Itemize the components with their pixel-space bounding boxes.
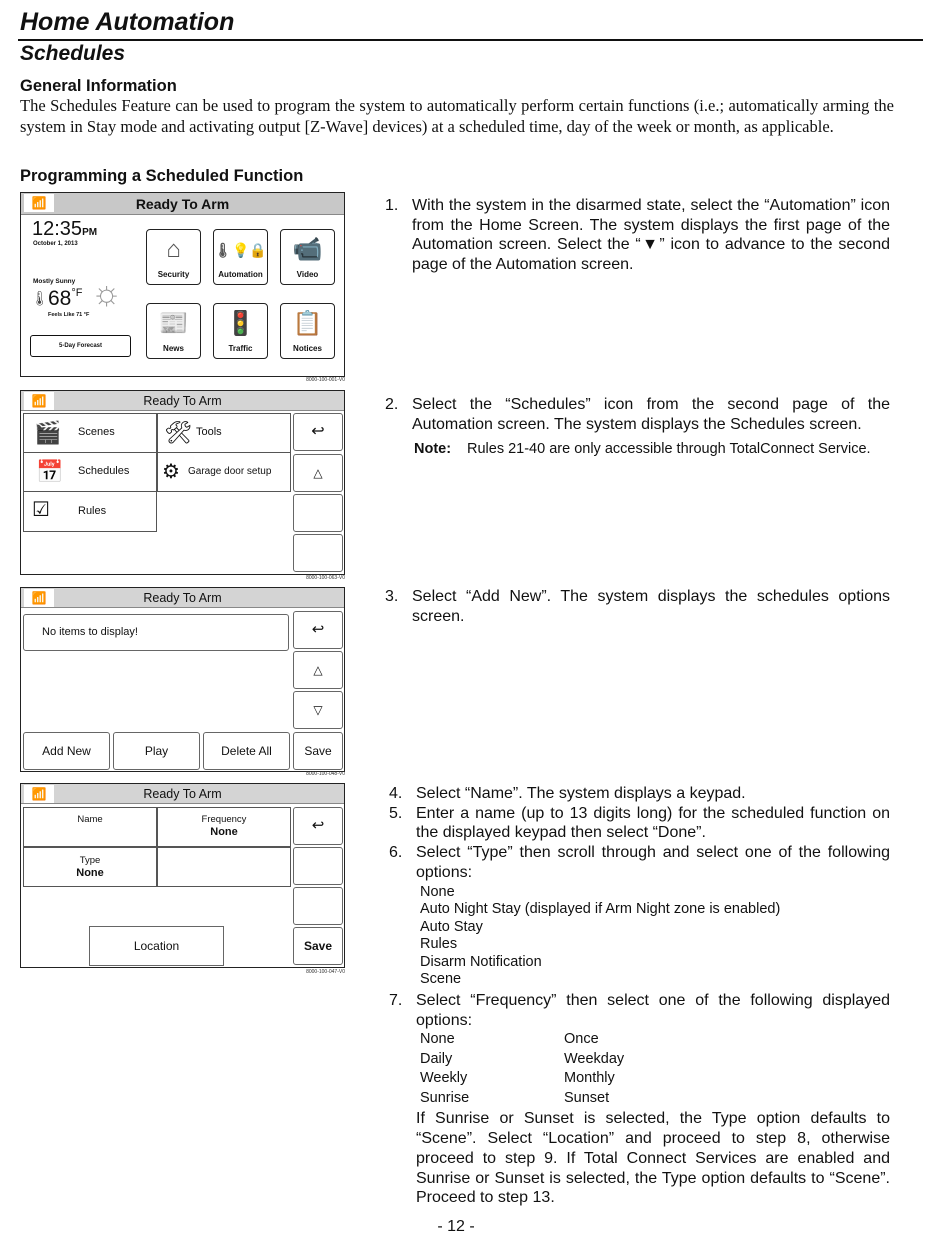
- type-option: Disarm Notification: [420, 953, 542, 970]
- tile-label: Security: [157, 270, 190, 279]
- general-heading: General Information: [20, 77, 177, 95]
- step-3: [385, 587, 890, 626]
- schedule-options-screen-figure: [20, 783, 345, 968]
- step-1: [385, 196, 890, 275]
- camera-icon: 📹: [292, 236, 323, 263]
- wifi-icon: 📶: [24, 589, 54, 607]
- type-option: Auto Stay: [420, 918, 483, 935]
- schedule-list[interactable]: No items to display!: [23, 614, 289, 651]
- calendar-icon: 📅: [36, 459, 64, 484]
- tile-news[interactable]: [146, 303, 201, 359]
- programming-heading: Programming a Scheduled Function: [20, 167, 304, 185]
- frequency-field[interactable]: [157, 807, 291, 847]
- empty-cell: [157, 847, 291, 887]
- wifi-icon: 📶: [24, 392, 54, 410]
- general-text: The Schedules Feature can be used to program the system to automatically perform certain functions (i.e.; automatically arming the system in Stay mode and activating output [Z-Wave] devices) at a scheduled time, day of the week or month, as applicable.: [20, 96, 894, 136]
- add-new-button[interactable]: Add New: [23, 732, 110, 770]
- title-rule: [18, 39, 923, 41]
- temp-value: 68: [48, 287, 72, 310]
- back-button[interactable]: ↩: [293, 807, 343, 845]
- step-text: With the system in the disarmed state, select the “Automation” icon from the Home Screen. The system displays the first page of the Automation screen. Select the “▼” icon to advance to the second page of the Automation screen.: [412, 197, 890, 274]
- newspaper-icon: 📰: [158, 310, 189, 337]
- name-label: Name: [77, 814, 103, 825]
- step-7-note: If Sunrise or Sunset is selected, the Type option defaults to “Scene”. Select “Location” and proceed to step 8, otherwise proceed to step 9. If Total Connect Services are enabled and Sunrise or Sunset is selected, the Type option defaults to “Scene”. Proceed to step 13.: [416, 1110, 890, 1207]
- note-label: Note:: [414, 441, 452, 457]
- step-text: Select the “Schedules” icon from the second page of the Automation screen. The system displays the Schedules screen.: [412, 396, 890, 433]
- traffic-light-icon: 🚦: [225, 310, 256, 337]
- frequency-option: Daily: [420, 1050, 453, 1067]
- tile-label: Notices: [293, 344, 322, 353]
- step-number: 6.: [389, 844, 403, 862]
- status-text: Ready To Arm: [143, 787, 222, 801]
- step-text: Select “Name”. The system displays a keypad.: [416, 785, 746, 802]
- clapperboard-icon: 🎬: [34, 420, 62, 445]
- item-garage-door-setup[interactable]: [157, 452, 291, 492]
- item-label: Scenes: [78, 426, 115, 438]
- frequency-option: None: [420, 1031, 455, 1048]
- step-text: Enter a name (up to 13 digits long) for the scheduled function on the displayed keypad then select “Done”.: [416, 804, 890, 842]
- steps-4-7: [389, 784, 890, 1208]
- tools-icon: 🛠: [164, 420, 192, 445]
- checklist-icon: ☑: [32, 499, 50, 521]
- step-2: [385, 395, 890, 434]
- document-title: Home Automation: [20, 8, 235, 36]
- item-label: Tools: [196, 426, 222, 438]
- tile-security[interactable]: [146, 229, 201, 285]
- step-number: 3.: [385, 588, 399, 605]
- scroll-up-button[interactable]: △: [293, 454, 343, 492]
- blank-button[interactable]: [293, 534, 343, 572]
- note-text: Rules 21-40 are only accessible through TotalConnect Service.: [467, 441, 871, 457]
- sun-icon: ☼: [91, 274, 123, 312]
- blank-button[interactable]: [293, 887, 343, 925]
- save-button[interactable]: Save: [293, 927, 343, 965]
- tile-label: Traffic: [228, 344, 253, 353]
- page-number: - 12 -: [437, 1218, 475, 1235]
- wifi-icon: 📶: [24, 785, 54, 803]
- frequency-option: Sunset: [564, 1089, 610, 1106]
- type-option: Auto Night Stay (displayed if Arm Night zone is enabled): [420, 901, 781, 918]
- tile-automation[interactable]: [213, 229, 268, 285]
- play-button[interactable]: Play: [113, 732, 200, 770]
- tile-traffic[interactable]: [213, 303, 268, 359]
- type-option: None: [420, 883, 455, 900]
- scroll-down-button[interactable]: ▽: [293, 691, 343, 729]
- tile-label: News: [163, 344, 184, 353]
- item-schedules[interactable]: [23, 452, 157, 492]
- item-label: Garage door setup: [188, 466, 272, 477]
- home-screen-figure: [20, 192, 345, 377]
- frequency-label: Frequency: [201, 814, 247, 825]
- frequency-option: Once: [564, 1031, 599, 1048]
- back-button[interactable]: ↩: [293, 611, 343, 649]
- item-rules[interactable]: [23, 491, 157, 532]
- frequency-options: [389, 1030, 890, 1108]
- step-text: Select “Add New”. The system displays the schedules options screen.: [412, 588, 890, 625]
- feels-like: Feels Like 71 °F: [48, 312, 90, 318]
- step-number: 7.: [389, 992, 403, 1010]
- step-number: 5.: [389, 804, 403, 822]
- notepad-icon: 📋: [292, 310, 323, 337]
- blank-button[interactable]: [293, 494, 343, 532]
- gears-icon: ⚙: [162, 461, 180, 483]
- figure-id: 8000-100-048-V0: [306, 771, 345, 777]
- bulb-lock-icon: 🌡💡🔒: [214, 242, 267, 258]
- scroll-up-button[interactable]: △: [293, 651, 343, 689]
- status-bar: [21, 784, 344, 804]
- item-label: Schedules: [78, 465, 130, 477]
- temperature: [48, 288, 82, 309]
- automation-screen-figure: [20, 390, 345, 575]
- tile-video[interactable]: [280, 229, 335, 285]
- step-number: 2.: [385, 396, 399, 413]
- clock: [32, 219, 97, 243]
- schedules-screen-figure: [20, 587, 345, 772]
- type-options: [389, 884, 890, 990]
- type-label: Type: [79, 855, 101, 866]
- step-text: Select “Frequency” then select one of the following displayed options:: [416, 992, 890, 1029]
- tile-label: Video: [296, 270, 319, 279]
- figure-id: 8000-100-047-V0: [306, 969, 345, 975]
- weather: Mostly Sunny: [33, 278, 76, 285]
- time: 12:35: [32, 218, 83, 240]
- type-option: Scene: [420, 971, 462, 988]
- frequency-option: Sunrise: [420, 1089, 470, 1106]
- status-bar: [21, 588, 344, 608]
- date: October 1, 2013: [33, 241, 78, 247]
- status-text: Ready To Arm: [135, 196, 230, 212]
- frequency-value: None: [210, 826, 238, 838]
- frequency-option: Weekly: [420, 1070, 468, 1087]
- figure-id: 8000-100-001-V0: [306, 377, 345, 383]
- status-bar: [21, 391, 344, 411]
- type-field[interactable]: [23, 847, 157, 887]
- item-label: Rules: [78, 505, 107, 517]
- item-tools[interactable]: [157, 413, 291, 453]
- forecast-button[interactable]: 5-Day Forecast: [30, 335, 131, 357]
- status-bar: [21, 193, 344, 215]
- type-value: None: [76, 867, 104, 879]
- step-text: Select “Type” then scroll through and select one of the following options:: [416, 844, 890, 881]
- blank-button[interactable]: [293, 847, 343, 885]
- location-button[interactable]: Location: [89, 926, 224, 966]
- name-field[interactable]: [23, 807, 157, 847]
- save-button[interactable]: Save: [293, 732, 343, 770]
- section-title: Schedules: [20, 42, 126, 65]
- temp-unit: °F: [71, 287, 83, 299]
- back-button[interactable]: ↩: [293, 413, 343, 451]
- status-text: Ready To Arm: [143, 591, 222, 605]
- house-lock-icon: ⌂: [166, 236, 181, 263]
- figure-id: 8000-100-063-V0: [306, 575, 345, 581]
- tile-label: Automation: [218, 270, 263, 279]
- frequency-option: Weekday: [564, 1050, 625, 1067]
- ampm: PM: [82, 227, 98, 238]
- wifi-icon: 📶: [24, 194, 54, 212]
- tile-notices[interactable]: [280, 303, 335, 359]
- type-option: Rules: [420, 936, 458, 953]
- thermometer-icon: 🌡: [31, 290, 49, 306]
- delete-all-button[interactable]: Delete All: [203, 732, 290, 770]
- status-text: Ready To Arm: [143, 394, 222, 408]
- frequency-option: Monthly: [564, 1070, 615, 1087]
- item-scenes[interactable]: [23, 413, 157, 453]
- step-number: 1.: [385, 197, 399, 214]
- note: [414, 440, 890, 458]
- step-number: 4.: [389, 785, 403, 802]
